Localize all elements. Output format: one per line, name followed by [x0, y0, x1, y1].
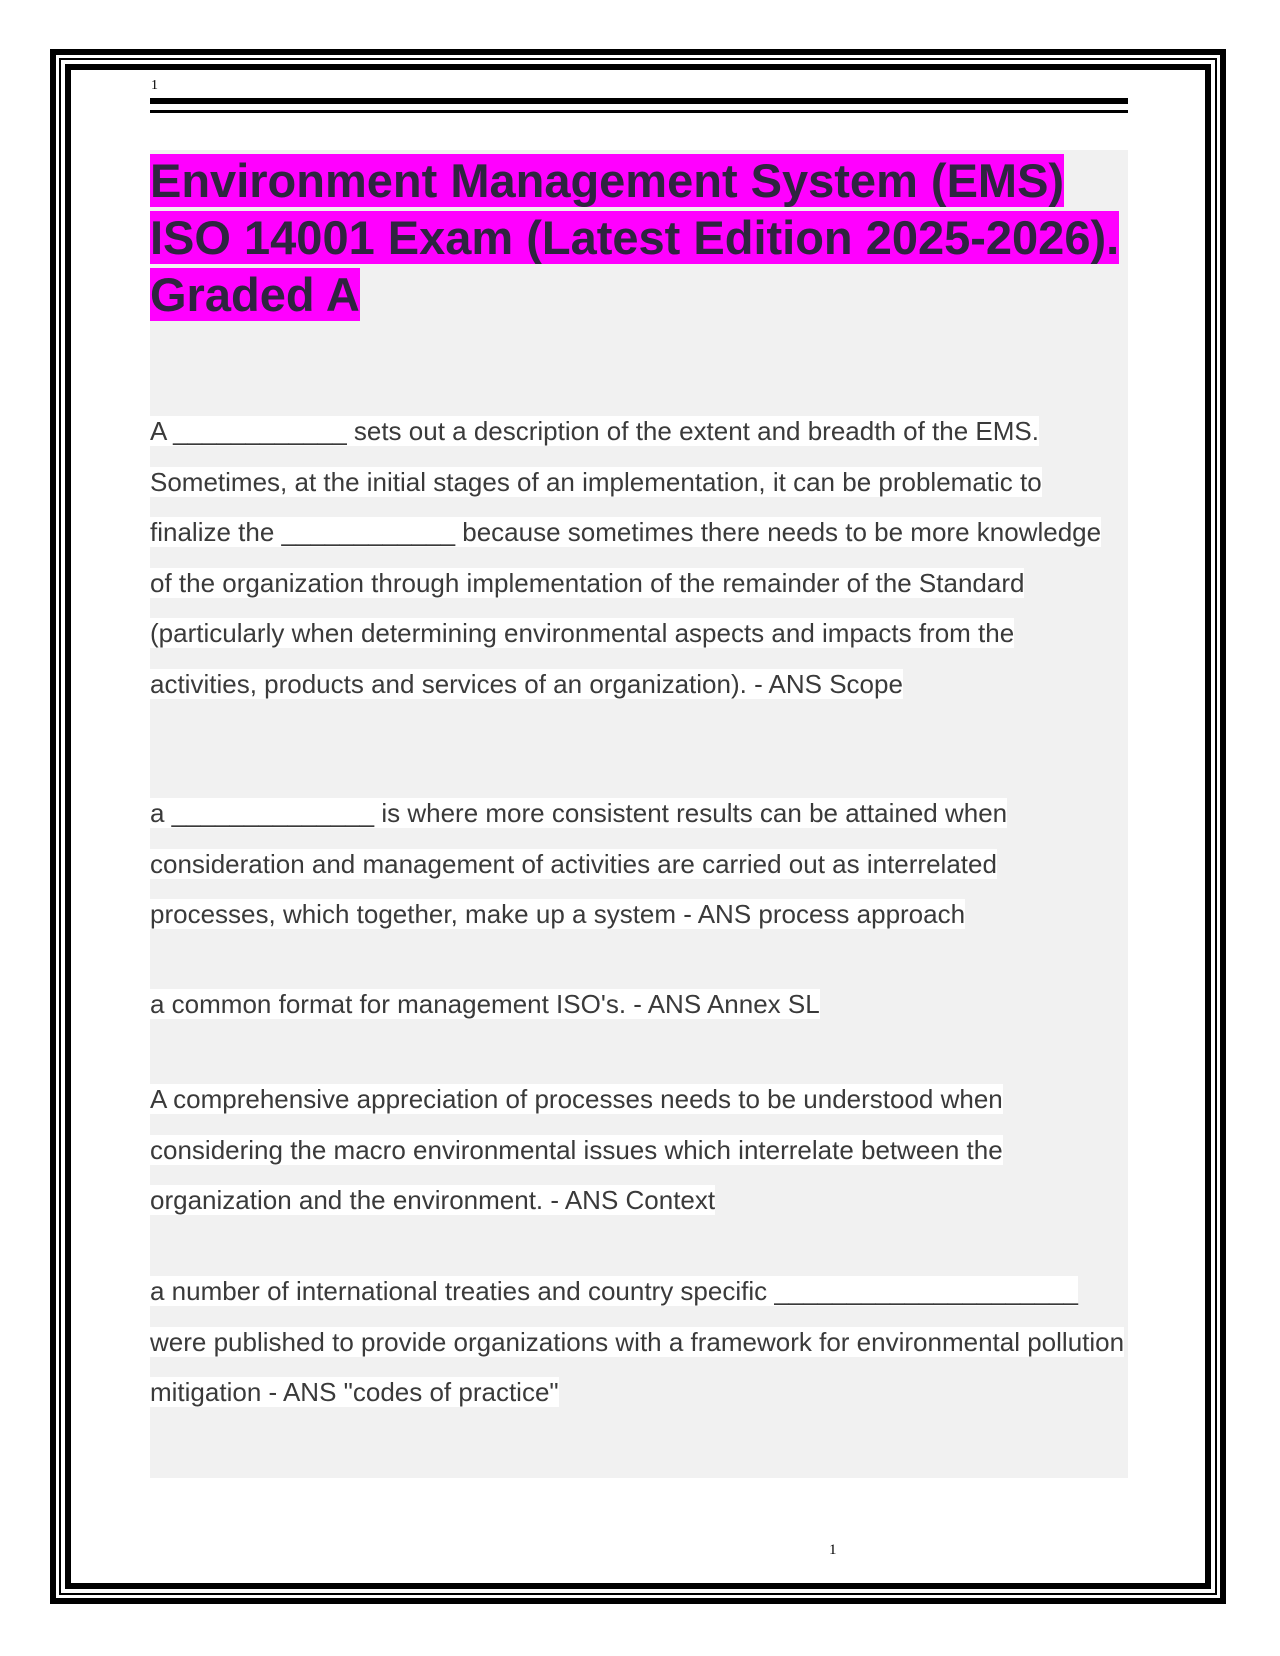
document-title-text: Environment Management System (EMS) ISO 14001 Exam (Latest Edition 2025-2026). Graded A [150, 154, 1120, 321]
qa-text: a number of international treaties and country specific _____________________ were published to provide organizations with a framework for environmental pollution mitigation - ANS "codes of practice" [150, 1276, 1125, 1407]
qa-text: A ____________ sets out a description of the extent and breadth of the EMS. Sometimes, at the initial stages of an implementation, it can be problematic to finalize the ____________ because sometimes there needs to be more knowledge of the organization through implementation of the remainder of the Standard (particularly when determining environmental aspects and impacts from the activities, products and services of an organization). - ANS Scope [150, 416, 1102, 699]
qa-item-annex-sl [150, 979, 1128, 1030]
header-page-number: 1 [151, 78, 158, 93]
qa-item-process-approach [150, 788, 1128, 940]
qa-text: a common format for management ISO's. - ANS Annex SL [150, 989, 820, 1019]
footer-page-number: 1 [829, 1542, 837, 1558]
qa-item-scope [150, 406, 1128, 709]
document-title [150, 152, 1140, 323]
qa-item-codes-of-practice [150, 1266, 1128, 1418]
qa-text: A comprehensive appreciation of processes needs to be understood when considering the macro environmental issues which interrelate between the organization and the environment. - ANS Context [150, 1084, 1003, 1215]
header-rule-thin [150, 110, 1128, 113]
header-rule-thick [150, 98, 1128, 104]
qa-text: a ______________ is where more consistent results can be attained when consideration and management of activities are carried out as interrelated processes, which together, make up a system - ANS process approach [150, 798, 1008, 929]
qa-item-context [150, 1074, 1128, 1226]
